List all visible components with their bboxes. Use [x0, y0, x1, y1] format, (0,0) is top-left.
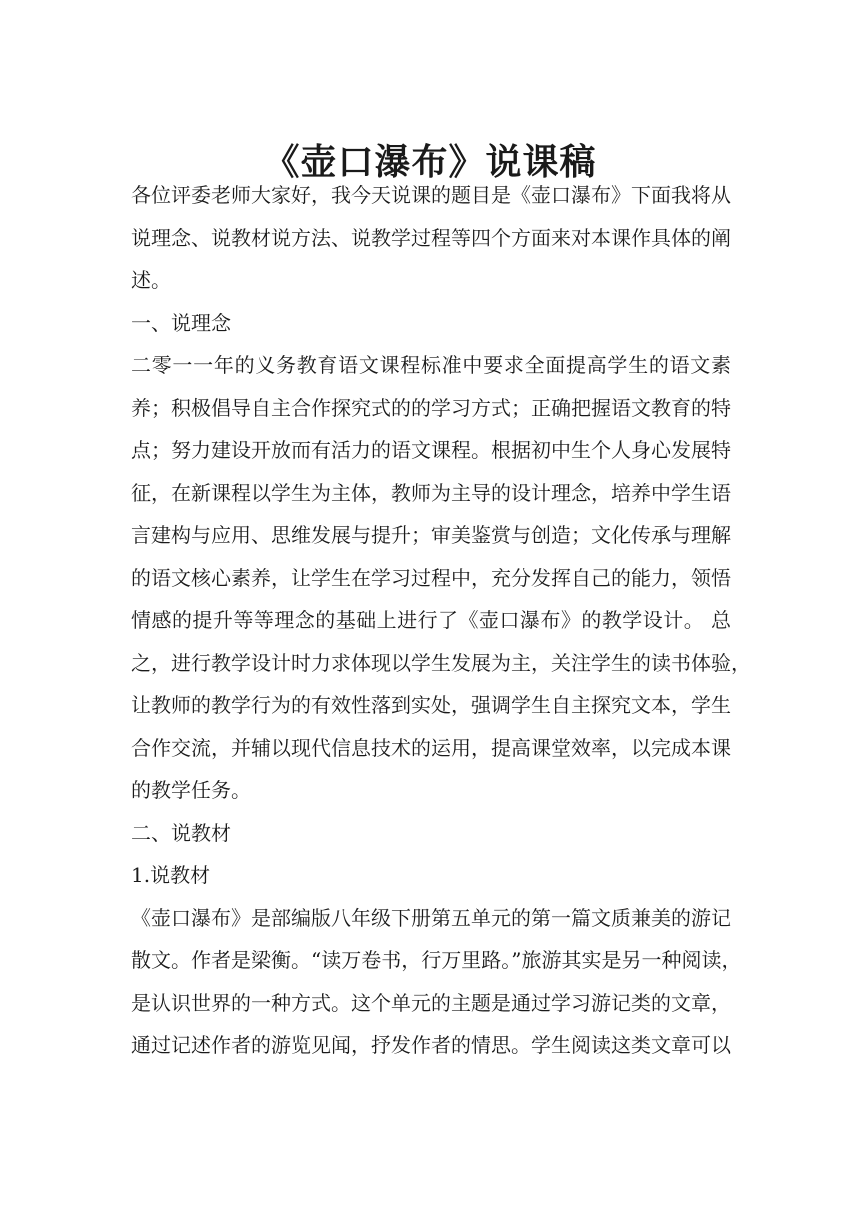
text-line: 通过记述作者的游览见闻，抒发作者的情思。学生阅读这类文章可以: [131, 1033, 731, 1057]
text-line: 1.说教材: [131, 863, 211, 887]
text-line: 合作交流，并辅以现代信息技术的运用，提高课堂效率，以完成本课: [131, 735, 731, 760]
text-line: 养；积极倡导自主合作探究式的的学习方式；正确把握语文教育的特: [131, 395, 731, 420]
text-line: 之，进行教学设计时力求体现以学生发展为主，关注学生的读书体验，: [131, 650, 751, 675]
text-line: 各位评委老师大家好，我今天说课的题目是《壶口瀑布》下面我将从: [131, 183, 731, 207]
concept-paragraph: [131, 344, 751, 812]
intro-paragraph: [131, 174, 731, 302]
document-body: [131, 174, 751, 1067]
section-heading: [131, 812, 731, 855]
text-line: 是认识世界的一种方式。这个单元的主题是通过学习游记类的文章，: [131, 990, 731, 1015]
subsection-heading: [131, 854, 731, 897]
document-title: 《壶口瀑布》说课稿: [263, 141, 597, 184]
text-line: 一、说理念: [131, 310, 231, 335]
text-line: 征，在新课程以学生为主体，教师为主导的设计理念，培养中学生语: [131, 480, 731, 505]
textbook-paragraph: [131, 897, 742, 1067]
text-line: 散文。作者是梁衡。“读万卷书，行万里路。”旅游其实是另一种阅读，: [131, 948, 742, 972]
text-line: 情感的提升等等理念的基础上进行了《壶口瀑布》的教学设计。 总: [131, 608, 731, 632]
text-line: 的教学任务。: [131, 778, 251, 802]
text-line: 述。: [131, 268, 171, 292]
text-line: 二、说教材: [131, 820, 231, 845]
text-line: 的语文核心素养，让学生在学习过程中，充分发挥自己的能力，领悟: [131, 565, 731, 590]
text-line: 说理念、说教材说方法、说教学过程等四个方面来对本课作具体的阐: [131, 225, 731, 250]
text-line: 二零一一年的义务教育语文课程标准中要求全面提高学生的语文素: [131, 353, 731, 377]
text-line: 让教师的教学行为的有效性落到实处，强调学生自主探究文本，学生: [131, 693, 731, 717]
text-line: 《壶口瀑布》是部编版八年级下册第五单元的第一篇文质兼美的游记: [131, 905, 731, 930]
text-line: 言建构与应用、思维发展与提升；审美鉴赏与创造；文化传承与理解: [131, 523, 731, 547]
text-line: 点；努力建设开放而有活力的语文课程。根据初中生个人身心发展特: [131, 438, 731, 462]
section-heading: [131, 302, 731, 345]
